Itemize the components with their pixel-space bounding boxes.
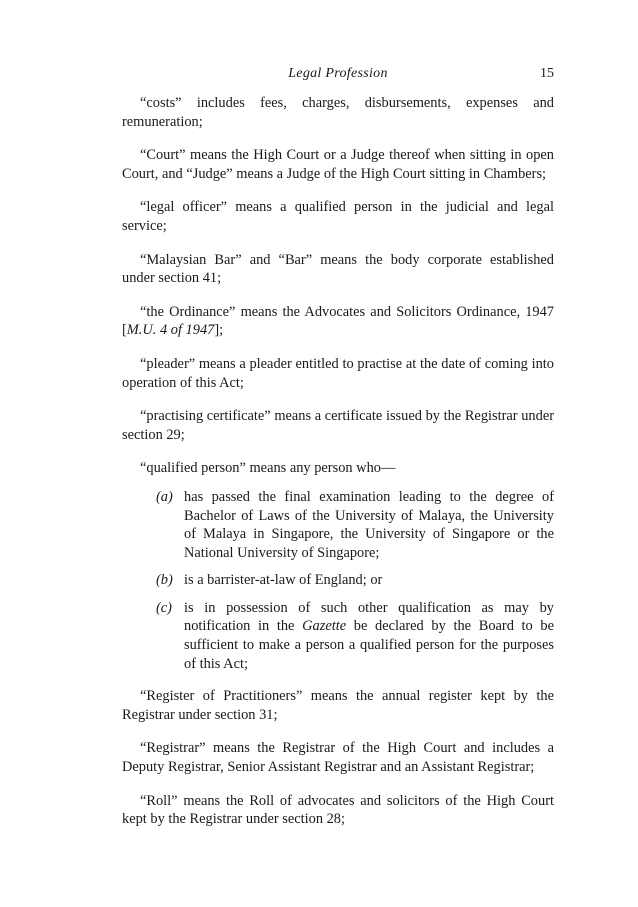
item-label: (b) [156, 572, 173, 589]
definition-qualified-person: “qualified person” means any person who— [140, 460, 396, 477]
document-body [122, 94, 554, 844]
running-header [122, 64, 554, 84]
definition-the-ordinance [122, 303, 554, 340]
item-label: (a) [156, 488, 173, 505]
text-run: ]; [214, 322, 224, 339]
text-run: “the Ordinance” means the Advocates and Solicitors Ordinance, 1947 [ [122, 303, 554, 339]
definition-malaysian-bar: “Malaysian Bar” and “Bar” means the body corporate established under section 41; [122, 251, 554, 287]
item-text: has passed the final examination leading to the degree of Bachelor of Laws of the University of Malaya, the University of Malaya in Singapore, the University of Singapore or the National University of Singapore; [184, 488, 554, 561]
definition-register-of-practitioners: “Register of Practitioners” means the annual register kept by the Registrar under section 31; [122, 688, 554, 723]
definition-practising-certificate: “practising certificate” means a certificate issued by the Registrar under section 29; [122, 408, 554, 443]
definition-court: “Court” means the High Court or a Judge thereof when sitting in open Court, and “Judge” means a Judge of the High Court sitting in Chambers; [122, 147, 554, 182]
definition-registrar: “Registrar” means the Registrar of the High Court and includes a Deputy Registrar, Senior Assistant Registrar and an Assistant Registrar; [122, 740, 554, 776]
list-item [156, 488, 554, 562]
text-run: be declared by the Board to be sufficient to make a person a qualified person for the purposes of this Act; [184, 618, 554, 672]
list-item [156, 599, 554, 673]
header-title: Legal Profession [288, 66, 388, 81]
definition-pleader: “pleader” means a pleader entitled to practise at the date of coming into operation of this Act; [122, 355, 554, 391]
citation-italic: M.U. 4 of 1947 [126, 322, 215, 339]
gazette-italic: Gazette [302, 618, 347, 635]
definition-roll: “Roll” means the Roll of advocates and solicitors of the High Court kept by the Registrar under section 28; [122, 792, 554, 828]
page-number: 15 [540, 66, 554, 81]
list-item [156, 571, 554, 590]
item-label: (c) [156, 599, 172, 616]
definition-legal-officer: “legal officer” means a qualified person in the judicial and legal service; [122, 199, 554, 234]
text-run: is in possession of such other qualification as may by notification in the [184, 599, 554, 635]
item-text [184, 599, 554, 673]
item-text: is a barrister-at-law of England; or [184, 572, 383, 589]
definition-costs: “costs” includes fees, charges, disbursements, expenses and remuneration; [122, 95, 554, 130]
